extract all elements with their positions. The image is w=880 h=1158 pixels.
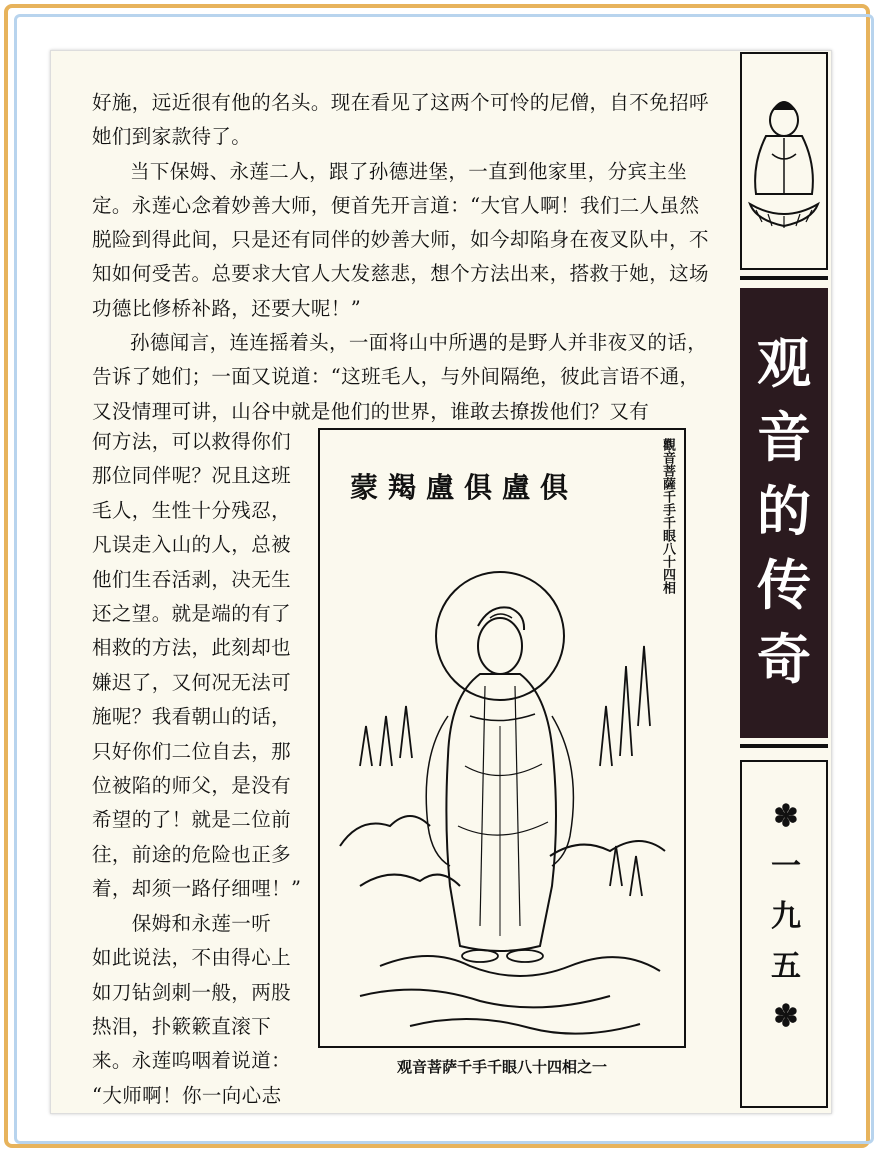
illustration-title: 蒙羯盧俱盧俱 (350, 471, 579, 504)
page-number-char-3: 五 (771, 949, 801, 984)
page-number-char-2: 九 (771, 899, 801, 934)
left-column-line: 只好你们二位自去，那 (92, 739, 292, 763)
illustration-side-text: 觀音菩薩千手千眼八十四相 (660, 438, 675, 594)
buddha-emblem (742, 54, 826, 268)
title-char: 的 (757, 479, 811, 543)
left-column-line: 位被陷的师父，是没有 (92, 774, 292, 798)
title-char: 音 (757, 405, 811, 469)
left-column-line: 何方法，可以救得你们 (92, 430, 292, 453)
illustration-caption: 观音菩萨千手千眼八十四相之一 (396, 1058, 607, 1076)
left-column-line: 毛人，生性十分残忍， (92, 498, 292, 522)
guanyin-figure-drawing (320, 526, 684, 1046)
title-char: 传 (757, 553, 811, 617)
sidebar-rule-top (740, 276, 828, 280)
ornament-top-icon: ✽ (773, 799, 799, 834)
page-number-box (740, 760, 828, 1108)
body-text (92, 86, 712, 429)
left-column-line: 他们生吞活剥，决无生 (92, 567, 292, 591)
left-column-line: 保姆和永莲一听 (92, 911, 272, 935)
paragraph-1: 好施，远近很有他的名头。现在看见了这两个可怜的尼僧，自不免招呼她们到家款待了。 (92, 91, 709, 149)
sidebar-emblem-box (740, 52, 828, 270)
sidebar-rule-bottom (740, 744, 828, 748)
title-char: 观 (757, 331, 811, 395)
left-column-line: 凡误走入山的人，总被 (92, 533, 292, 557)
left-column-line: 相救的方法，此刻却也 (92, 636, 292, 660)
left-column-line: 如刀钻剑刺一般，两股 (92, 980, 292, 1004)
sidebar-title-panel (740, 288, 828, 738)
left-column-line: 往，前途的危险也正多 (92, 842, 292, 866)
left-column-line: 还之望。就是端的有了 (92, 602, 292, 626)
guanyin-illustration (318, 428, 686, 1048)
page-number-vertical (742, 792, 830, 1042)
left-column-line: “大师啊！你一向心志 (92, 1083, 282, 1107)
left-column-line: 嫌迟了，又何况无法可 (92, 670, 292, 694)
ornament-bottom-icon: ✽ (773, 999, 799, 1034)
title-char: 奇 (757, 627, 811, 691)
page-number-char-1: 一 (771, 849, 801, 884)
left-column-line: 那位同伴呢？况且这班 (92, 464, 292, 488)
left-column-line: 来。永莲呜咽着说道： (92, 1049, 292, 1073)
left-column-line: 着，却须一路仔细哩！” (92, 877, 302, 901)
left-column-line: 希望的了！就是二位前 (92, 808, 292, 832)
left-column-text (92, 425, 312, 1113)
book-title-vertical (740, 326, 828, 696)
paragraph-3: 孙德闻言，连连摇着头，一面将山中所遇的是野人并非夜叉的话，告诉了她们；一面又说道：“这班毛人，与外间隔绝，彼此言语不通，又没情理可讲，山谷中就是他们的世界，谁敢去撩拨他们？又有 (92, 331, 708, 423)
left-column-line: 如此说法，不由得心上 (92, 946, 292, 970)
left-column-line: 热泪，扑簌簌直滚下 (92, 1014, 272, 1038)
paragraph-2: 当下保姆、永莲二人，跟了孙德进堡，一直到他家里，分宾主坐定。永莲心念着妙善大师，便首先开言道：“大官人啊！我们二人虽然脱险到得此间，只是还有同伴的妙善大师，如今却陷身在夜叉队中，不知如何受苦。总要求大官人大发慈悲，想个方法出来，搭救于她，这场功德比修桥补路，还要大呢！” (92, 159, 709, 320)
left-column-line: 施呢？我看朝山的话， (92, 705, 292, 729)
